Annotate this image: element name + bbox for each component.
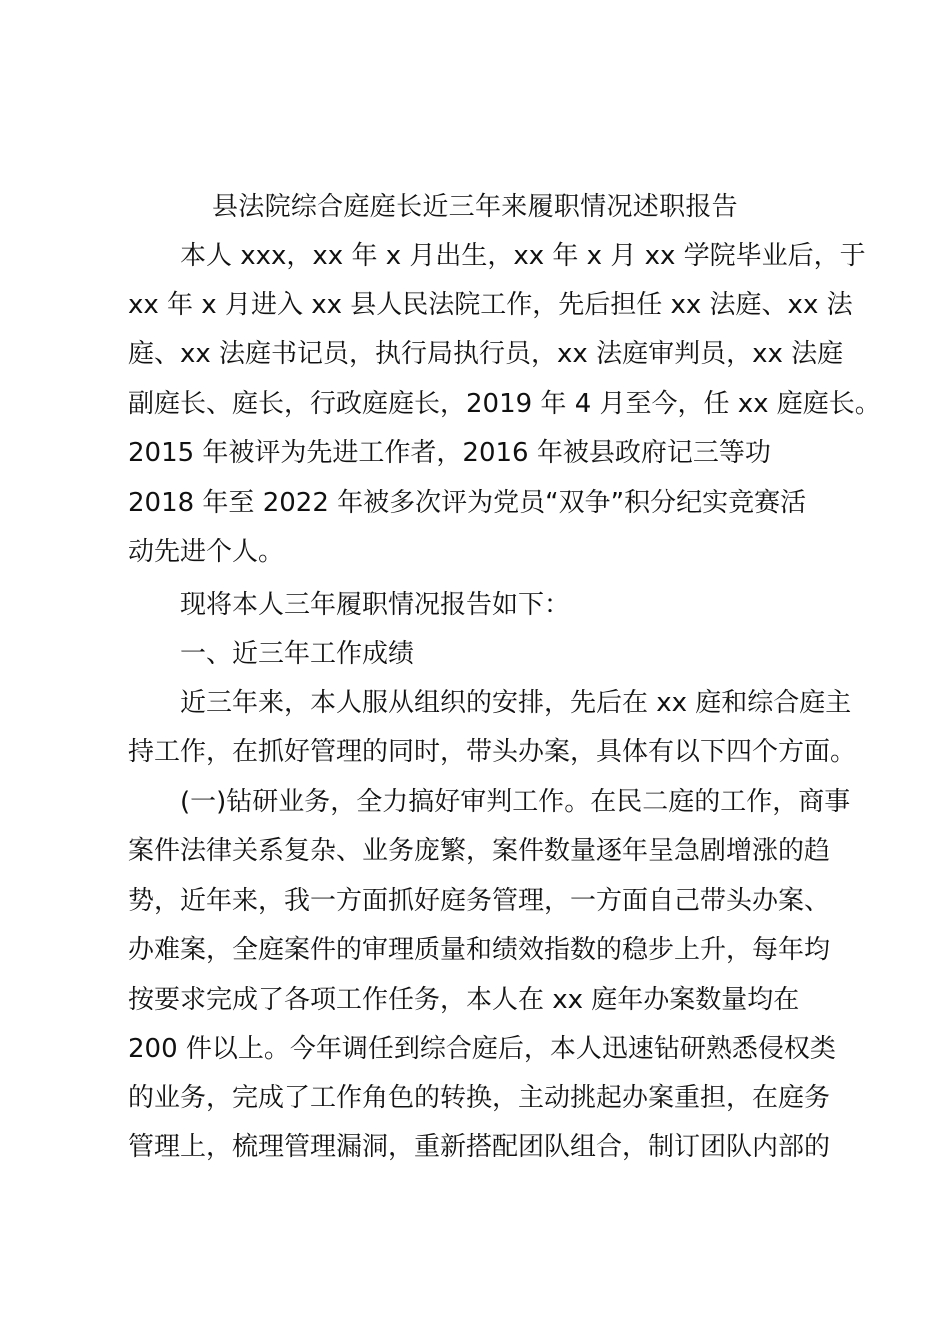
paragraph-line: 按要求完成了各项工作任务，本人在 xx 庭年办案数量均在	[128, 985, 800, 1015]
paragraph-line: 2018 年至 2022 年被多次评为党员“双争”积分纪实竞赛活	[128, 488, 807, 518]
paragraph-line: 本人 xxx，xx 年 x 月出生，xx 年 x 月 xx 学院毕业后，于	[180, 241, 866, 271]
paragraph-line: 2015 年被评为先进工作者，2016 年被县政府记三等功	[128, 438, 771, 468]
paragraph-line: (一)钻研业务，全力搞好审判工作。在民二庭的工作，商事	[180, 787, 851, 817]
paragraph-line: 庭、xx 法庭书记员，执行局执行员，xx 法庭审判员，xx 法庭	[128, 339, 844, 369]
document-title: 县法院综合庭庭长近三年来履职情况述职报告	[211, 192, 738, 222]
paragraph-line: 近三年来，本人服从组织的安排，先后在 xx 庭和综合庭主	[180, 688, 852, 718]
section-heading: 一、近三年工作成绩	[180, 639, 415, 669]
paragraph-line: 的业务，完成了工作角色的转换，主动挑起办案重担，在庭务	[128, 1083, 831, 1113]
paragraph-line: 办难案，全庭案件的审理质量和绩效指数的稳步上升，每年均	[128, 935, 831, 965]
paragraph-line: 案件法律关系复杂、业务庞繁，案件数量逐年呈急剧增涨的趋	[128, 836, 831, 866]
paragraph-line: 动先进个人。	[128, 537, 285, 567]
paragraph-line: 势，近年来，我一方面抓好庭务管理，一方面自己带头办案、	[128, 886, 831, 916]
paragraph-line: 持工作，在抓好管理的同时，带头办案，具体有以下四个方面。	[128, 737, 857, 767]
paragraph-line: 管理上，梳理管理漏洞，重新搭配团队组合，制订团队内部的	[128, 1132, 831, 1162]
paragraph-line: xx 年 x 月进入 xx 县人民法院工作，先后担任 xx 法庭、xx 法	[128, 290, 853, 320]
paragraph-line: 副庭长、庭长，行政庭庭长，2019 年 4 月至今，任 xx 庭庭长。	[128, 389, 881, 419]
paragraph-line: 现将本人三年履职情况报告如下：	[180, 590, 571, 620]
paragraph-line: 200 件以上。今年调任到综合庭后，本人迅速钻研熟悉侵权类	[128, 1034, 836, 1064]
